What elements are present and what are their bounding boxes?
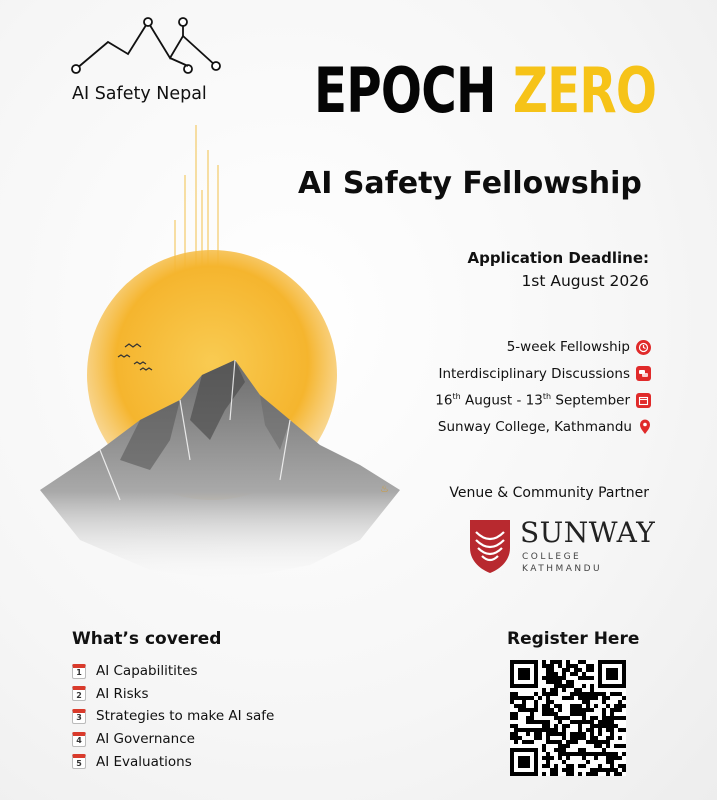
chat-bubbles-icon <box>636 366 651 381</box>
brand-name: AI Safety Nepal <box>72 84 207 104</box>
calendar-number-icon: 3 <box>72 709 86 724</box>
mountain-sun-illustration <box>30 120 410 590</box>
list-item <box>72 728 274 751</box>
list-item <box>72 750 274 773</box>
detail-format-text: Interdisciplinary Discussions <box>438 365 630 382</box>
list-item <box>72 705 274 728</box>
sunway-name: SUNWAY <box>520 516 656 549</box>
calendar-number-icon: 5 <box>72 754 86 769</box>
covered-item-label: Strategies to make AI safe <box>96 708 275 725</box>
event-title <box>314 54 657 127</box>
event-details <box>435 334 651 440</box>
detail-dates-text: 16th August - 13th September <box>435 392 630 409</box>
detail-duration <box>435 334 651 361</box>
detail-duration-text: 5-week Fellowship <box>506 339 630 356</box>
title-word-zero: ZERO <box>512 54 657 127</box>
title-word-epoch: EPOCH <box>314 54 496 127</box>
calendar-icon <box>636 393 651 408</box>
detail-dates <box>435 387 651 414</box>
list-item <box>72 683 274 706</box>
covered-item-label: AI Capabilitites <box>96 663 198 680</box>
calendar-number-icon: 2 <box>72 686 86 701</box>
sunway-shield-icon <box>468 518 512 574</box>
mountain-logo-icon <box>68 14 228 78</box>
covered-heading: What’s covered <box>72 629 222 649</box>
calendar-number-icon: 4 <box>72 732 86 747</box>
detail-location-text: Sunway College, Kathmandu <box>437 418 632 435</box>
covered-item-label: AI Governance <box>96 731 195 748</box>
calendar-number-icon: 1 <box>72 664 86 679</box>
detail-location <box>435 414 651 441</box>
partner-label: Venue & Community Partner <box>449 485 649 501</box>
sunway-kathmandu-text: KATHMANDU <box>522 564 603 574</box>
sunway-college-logo <box>468 516 658 578</box>
svg-text:♨: ♨ <box>380 484 389 495</box>
deadline-label: Application Deadline: <box>467 249 649 267</box>
covered-item-label: AI Evaluations <box>96 753 192 770</box>
location-pin-icon <box>638 419 651 435</box>
register-heading: Register Here <box>507 629 640 649</box>
detail-format <box>435 361 651 388</box>
ai-safety-nepal-logo <box>62 14 232 106</box>
clock-icon <box>636 340 651 355</box>
registration-qr-code[interactable] <box>510 660 626 776</box>
covered-item-label: AI Risks <box>96 685 149 702</box>
sunway-college-text: COLLEGE <box>522 552 582 562</box>
event-subtitle: AI Safety Fellowship <box>298 166 642 201</box>
list-item <box>72 660 274 683</box>
covered-list <box>72 660 274 773</box>
deadline-date: 1st August 2026 <box>521 272 649 290</box>
